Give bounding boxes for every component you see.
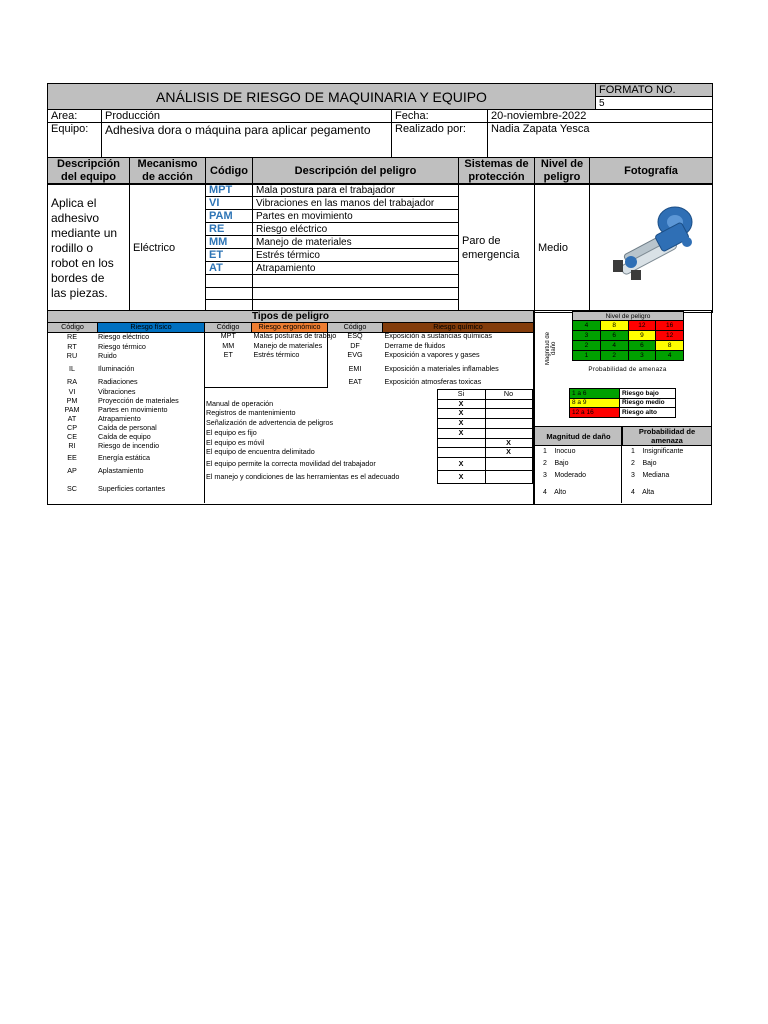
quim-code: EAT xyxy=(348,377,362,387)
prob-title-l2: amenaza xyxy=(651,436,683,445)
fisico-code: AT xyxy=(67,414,77,423)
list-item xyxy=(47,441,204,453)
hazard-code: AT xyxy=(206,262,253,275)
fisico-desc: Proyección de materiales xyxy=(98,396,179,405)
checklist-no: X xyxy=(485,448,532,458)
matrix-x-label: Probabilidad de amenaza xyxy=(588,366,667,373)
magnitud-title: Magnitud de daño xyxy=(535,427,623,446)
col-mecanismo-l1: Mecanismo xyxy=(137,158,198,170)
fisico-code: AP xyxy=(67,466,77,475)
fisico-desc: Riesgo térmico xyxy=(98,341,146,351)
checklist-si xyxy=(437,448,485,458)
col-mecanismo-l2: de acción xyxy=(142,171,193,183)
descripcion-line: adhesivo xyxy=(51,210,100,225)
prob-title xyxy=(623,427,712,446)
fisico-desc: Riesgo de incendio xyxy=(98,441,160,450)
equipment-description xyxy=(48,184,130,313)
tipos-codigo-h: Código xyxy=(205,323,252,333)
analysis-body xyxy=(47,183,713,313)
fisico-code: CP xyxy=(67,423,77,432)
legend-label: Riesgo alto xyxy=(620,408,676,418)
fisico-desc: Radiaciones xyxy=(98,377,138,386)
ergo-empty xyxy=(205,361,252,378)
quim-desc: Derrame de fluidos xyxy=(384,340,446,350)
legend-label: Riesgo medio xyxy=(620,398,676,408)
quim-code: EMI xyxy=(348,363,362,373)
col-sistemas xyxy=(459,158,535,185)
matrix-y-label: Magnitud de daño xyxy=(545,331,557,365)
col-descripcion-l2: del equipo xyxy=(61,171,116,183)
fisico-code: CE xyxy=(67,432,77,441)
magnitud-num: 4 xyxy=(543,489,547,496)
prob-item xyxy=(623,482,712,504)
fisico-code: RI xyxy=(68,441,76,450)
matrix-cell: 8 xyxy=(656,341,684,351)
matrix-cell: 4 xyxy=(600,341,628,351)
matrix-cell: 8 xyxy=(600,321,628,331)
ergo-empty xyxy=(252,361,328,378)
matrix-cell: 6 xyxy=(600,331,628,341)
fisico-code: RE xyxy=(67,332,77,341)
ergo-code: ET xyxy=(205,351,252,361)
legend-range: 8 a 9 xyxy=(570,398,620,408)
quim-desc: Exposición a sustancias químicas xyxy=(384,331,492,341)
descripcion-line: mediante un xyxy=(51,225,118,240)
fisico-code: SC xyxy=(67,484,77,493)
col-sistemas-l2: protección xyxy=(468,171,525,183)
col-descripcion-l1: Descripción xyxy=(57,158,120,170)
hazard-code xyxy=(206,287,253,300)
fisico-code: IL xyxy=(69,364,75,373)
area-value: Producción xyxy=(102,110,392,123)
list-item xyxy=(47,484,204,494)
risk-matrix xyxy=(572,311,684,361)
matrix-cell: 4 xyxy=(573,321,601,331)
legend-range: 1 a 6 xyxy=(570,389,620,399)
area-label: Area: xyxy=(48,110,102,123)
ergo-code: MM xyxy=(205,342,252,352)
hazard-desc: Estrés térmico xyxy=(253,249,459,262)
col-descripcion xyxy=(48,158,130,185)
hazard-code: RE xyxy=(206,223,253,236)
formato-value: 5 xyxy=(596,97,713,110)
hazard-desc: Atrapamiento xyxy=(253,262,459,275)
si-header: Si xyxy=(437,390,485,400)
col-nivel-l2: peligro xyxy=(543,171,581,183)
ergo-empty xyxy=(252,378,328,388)
quim-desc: Exposición a materiales inflamables xyxy=(384,364,499,373)
prob-num: 2 xyxy=(631,460,635,467)
col-nivel-l1: Nivel de xyxy=(540,158,584,170)
legend-range: 12 a 16 xyxy=(570,408,620,418)
checklist-question: Señalización de advertencia de peligros xyxy=(206,418,334,428)
list-item xyxy=(47,423,204,432)
checklist-si xyxy=(437,438,485,448)
prob-item xyxy=(623,458,712,470)
checklist-no: X xyxy=(485,438,532,448)
descripcion-line: las piezas. xyxy=(51,285,108,300)
hazard-desc xyxy=(253,275,459,288)
risk-legend xyxy=(569,388,676,418)
prob-text: Insignificante xyxy=(642,448,684,456)
equipment-photo xyxy=(590,184,713,313)
checklist-si: X xyxy=(437,470,485,483)
col-nivel xyxy=(535,158,590,185)
divider xyxy=(621,426,622,503)
list-item xyxy=(47,414,204,423)
list-item xyxy=(47,432,204,441)
fisico-code: RT xyxy=(67,341,77,351)
machine-illustration xyxy=(601,198,701,293)
checklist-si: X xyxy=(437,457,485,470)
checklist-question: El equipo permite la correcta movilidad del trabajador xyxy=(206,458,376,468)
equipo-value: Adhesiva dora o máquina para aplicar pegamento xyxy=(102,123,392,158)
risk-analysis-sheet xyxy=(47,83,712,504)
quim-code: ESQ xyxy=(347,331,363,341)
matrix-cell: 2 xyxy=(573,341,601,351)
ergo-desc: Malas posturas de trabajo xyxy=(253,331,337,341)
magnitud-text: Alto xyxy=(554,489,567,496)
hazard-code: PAM xyxy=(206,210,253,223)
list-item xyxy=(47,364,204,377)
fisico-desc: Atrapamiento xyxy=(98,414,141,423)
hazard-code xyxy=(206,275,253,288)
fecha-value: 20-noviembre-2022 xyxy=(488,110,713,123)
sistema-proteccion xyxy=(459,184,535,313)
checklist-si: X xyxy=(437,428,485,438)
tipos-title: Tipos de peligro xyxy=(48,311,533,322)
prob-item xyxy=(623,470,712,482)
checklist-no xyxy=(485,409,532,419)
fisico-code: EE xyxy=(67,453,77,462)
analysis-header xyxy=(47,157,713,185)
checklist-no xyxy=(485,399,532,409)
matrix-cell: 1 xyxy=(573,351,601,361)
matrix-cell: 3 xyxy=(573,331,601,341)
descripcion-line: robot en los xyxy=(51,255,114,270)
fisico-desc: Caída de personal xyxy=(98,423,157,432)
fisico-desc: Energía estática xyxy=(98,453,150,462)
list-item xyxy=(47,466,204,484)
matrix-cell: 16 xyxy=(656,321,684,331)
checklist-question: Manual de operación xyxy=(206,398,274,408)
equipo-label: Equipo: xyxy=(48,123,102,158)
prob-title-l1: Probabilidad de xyxy=(638,427,696,436)
ergo-empty xyxy=(205,378,252,388)
checklist-no xyxy=(485,457,532,470)
magnitud-text: Moderado xyxy=(554,472,586,479)
page-title: ANÁLISIS DE RIESGO DE MAQUINARIA Y EQUIPO xyxy=(48,84,596,110)
checklist-no xyxy=(485,428,532,438)
legend-label: Riesgo bajo xyxy=(620,389,676,399)
col-foto: Fotografía xyxy=(590,158,713,185)
magnitud-num: 2 xyxy=(543,460,547,467)
fisico-header: Riesgo físico xyxy=(98,323,205,333)
matrix-cell: 9 xyxy=(628,331,656,341)
ergonomico-header: Riesgo ergonómico xyxy=(252,323,328,333)
list-item xyxy=(47,396,204,405)
prob-item xyxy=(623,446,712,458)
hazard-code: VI xyxy=(206,197,253,210)
hazard-desc: Manejo de materiales xyxy=(253,236,459,249)
checklist-question: El equipo de encuentra delimitado xyxy=(206,447,315,457)
col-codigo: Código xyxy=(206,158,253,185)
list-item xyxy=(47,405,204,414)
list-item xyxy=(47,351,204,364)
hazard-desc: Partes en movimiento xyxy=(253,210,459,223)
magnitud-num: 3 xyxy=(543,472,547,479)
hazard-code: MPT xyxy=(206,184,253,197)
checklist-no xyxy=(485,419,532,429)
mecanismo-value: Eléctrico xyxy=(130,184,206,313)
prob-num: 3 xyxy=(631,472,635,479)
ergo-desc: Manejo de materiales xyxy=(252,342,328,352)
prob-text: Bajo xyxy=(642,460,657,467)
magnitud-item xyxy=(535,470,623,482)
checklist-si: X xyxy=(437,399,485,409)
magnitud-item xyxy=(535,482,623,504)
list-item xyxy=(47,387,204,396)
header-table xyxy=(47,83,713,110)
descripcion-line: rodillo o xyxy=(51,240,94,255)
tipos-codigo-h: Código xyxy=(328,323,383,333)
sistema-l1: Paro de xyxy=(462,235,501,248)
checklist-blank xyxy=(204,390,437,400)
quim-code: DF xyxy=(350,340,360,350)
fecha-label: Fecha: xyxy=(392,110,488,123)
hazard-desc xyxy=(253,287,459,300)
matrix-cell: 6 xyxy=(628,341,656,351)
matrix-cell: 4 xyxy=(656,351,684,361)
fisico-desc: Caída de equipo xyxy=(98,432,151,441)
prob-num: 1 xyxy=(631,448,635,456)
col-mecanismo xyxy=(130,158,206,185)
fisico-desc: Iluminación xyxy=(98,364,135,373)
fisico-code: RU xyxy=(66,351,78,360)
prob-num: 4 xyxy=(631,489,635,496)
matrix-cell: 3 xyxy=(628,351,656,361)
fisico-list xyxy=(47,332,204,494)
quim-code: EVG xyxy=(347,350,363,360)
sistema-l2: emergencia xyxy=(462,249,520,262)
fisico-desc: Riesgo eléctrico xyxy=(98,332,150,341)
quim-desc: Exposición a vapores y gases xyxy=(384,350,480,360)
formato-label: FORMATO NO. xyxy=(596,84,713,97)
fisico-code: PM xyxy=(66,396,78,405)
hazard-desc: Riesgo eléctrico xyxy=(253,223,459,236)
realizado-value: Nadia Zapata Yesca xyxy=(488,123,713,158)
checklist-table xyxy=(204,389,533,484)
quim-desc: Exposición atmosferas toxicas xyxy=(384,377,482,387)
checklist-si: X xyxy=(437,409,485,419)
list-item xyxy=(47,342,204,352)
hazard-desc: Vibraciones en las manos del trabajador xyxy=(253,197,459,210)
matrix-cell: 12 xyxy=(628,321,656,331)
matrix-cell: 12 xyxy=(656,331,684,341)
col-sistemas-l1: Sistemas de xyxy=(464,158,529,170)
magnitud-text: Inocuo xyxy=(554,448,576,456)
magnitud-num: 1 xyxy=(543,448,547,456)
list-item xyxy=(47,377,204,387)
magnitud-item xyxy=(535,458,623,470)
hazard-code: ET xyxy=(206,249,253,262)
fisico-desc: Vibraciones xyxy=(98,387,136,396)
hazard-desc: Mala postura para el trabajador xyxy=(253,184,459,197)
fisico-code: VI xyxy=(68,387,76,396)
realizado-label: Realizado por: xyxy=(392,123,488,158)
ergo-quim-table xyxy=(204,332,533,388)
no-header: No xyxy=(485,390,532,400)
scales-table xyxy=(534,426,712,504)
matrix-cell: 2 xyxy=(600,351,628,361)
info-table xyxy=(47,109,713,158)
fisico-desc: Ruido xyxy=(98,351,117,360)
checklist-question: El equipo es móvil xyxy=(206,437,265,447)
fisico-code: RA xyxy=(67,377,77,386)
hazard-code: MM xyxy=(206,236,253,249)
checklist-question: Registros de mantenimiento xyxy=(206,408,296,418)
fisico-code: PAM xyxy=(64,405,80,414)
list-item xyxy=(47,332,204,342)
col-peligro: Descripción del peligro xyxy=(253,158,459,185)
fisico-desc: Aplastamiento xyxy=(98,466,144,475)
prob-text: Mediana xyxy=(642,472,670,479)
ergo-code: MPT xyxy=(205,332,252,342)
fisico-desc: Partes en movimiento xyxy=(98,405,168,414)
checklist-question: El manejo y condiciones de las herramientas es el adecuado xyxy=(206,471,400,481)
magnitud-item xyxy=(535,446,623,458)
checklist-question: El equipo es fijo xyxy=(206,427,257,437)
descripcion-line: bordes de xyxy=(51,270,105,285)
nivel-value: Medio xyxy=(535,184,590,313)
matrix-title: Nivel de peligro xyxy=(573,312,684,321)
quimico-header: Riesgo químico xyxy=(383,323,534,333)
checklist-si: X xyxy=(437,419,485,429)
prob-text: Alta xyxy=(642,489,655,496)
descripcion-line: Aplica el xyxy=(51,195,97,210)
fisico-desc: Superficies cortantes xyxy=(98,484,166,493)
tipos-codigo-h: Código xyxy=(48,323,98,333)
magnitud-text: Bajo xyxy=(554,460,569,467)
list-item xyxy=(47,453,204,466)
checklist-no xyxy=(485,470,532,483)
ergo-desc: Estrés térmico xyxy=(252,351,328,361)
